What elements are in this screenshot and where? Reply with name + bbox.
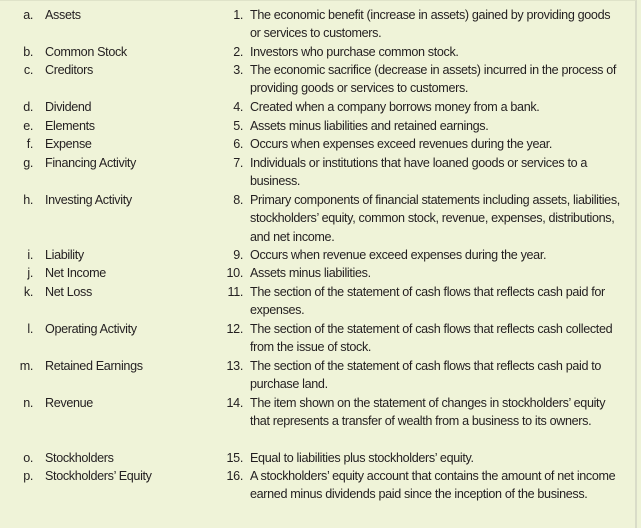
definition-number: 9. [233, 248, 243, 262]
definition-number: 15. [226, 451, 243, 465]
definition-text: Equal to liabilities plus stockholders’ equity. [250, 451, 474, 465]
term-text: Investing Activity [45, 193, 132, 207]
term-letter: b. [23, 45, 33, 59]
definition-number: 10. [226, 266, 243, 280]
term-letter: a. [23, 8, 33, 22]
definition-text: The section of the statement of cash flows that reflects cash paid for expenses. [250, 285, 605, 318]
term-letter: m. [19, 359, 33, 373]
definition-text: The section of the statement of cash flows that reflects cash collected from the issue of stock. [250, 322, 613, 355]
definition-text: The economic benefit (increase in assets) gained by providing goods or services to customers. [250, 8, 611, 41]
term-letter: p. [23, 469, 33, 483]
term-text: Assets [45, 8, 81, 22]
definition-number: 5. [233, 119, 243, 133]
term-letter: h. [23, 193, 33, 207]
definition-number: 16. [226, 469, 243, 483]
definition-text: Occurs when revenue exceed expenses during the year. [250, 248, 547, 262]
term-text: Net Loss [45, 285, 92, 299]
term-letter: e. [23, 119, 33, 133]
definition-text: Primary components of financial statements including assets, liabilities, stockholders’ equity, common stock, revenue, expenses, distributions, and net income. [250, 193, 620, 244]
definition-number: 3. [233, 63, 243, 77]
definition-text: A stockholders’ equity account that contains the amount of net income earned minus dividends paid since the inception of the business. [250, 469, 616, 502]
definition-number: 6. [233, 137, 243, 151]
term-letter: c. [23, 63, 33, 77]
definition-text: The section of the statement of cash flows that reflects cash paid to purchase land. [250, 359, 602, 392]
term-letter: n. [23, 396, 33, 410]
definition-text: The economic sacrifice (decrease in assets) incurred in the process of providing goods or services to customers. [250, 63, 617, 96]
term-text: Elements [45, 119, 95, 133]
term-letter: k. [23, 285, 33, 299]
term-letter: f. [26, 137, 33, 151]
term-letter: l. [27, 322, 33, 336]
definition-number: 4. [233, 100, 243, 114]
term-text: Dividend [45, 100, 92, 114]
definition-text: Occurs when expenses exceed revenues during the year. [250, 137, 553, 151]
definition-text: Created when a company borrows money from a bank. [250, 100, 540, 114]
definition-number: 2. [233, 45, 243, 59]
definition-text: Individuals or institutions that have loaned goods or services to a business. [250, 156, 588, 189]
term-letter: i. [27, 248, 33, 262]
term-text: Financing Activity [45, 156, 136, 170]
term-text: Operating Activity [45, 322, 137, 336]
term-text: Revenue [45, 396, 93, 410]
term-text: Stockholders’ Equity [45, 469, 152, 483]
term-text: Common Stock [45, 45, 127, 59]
definition-number: 8. [233, 193, 243, 207]
definition-number: 14. [226, 396, 243, 410]
term-text: Stockholders [45, 451, 114, 465]
definition-text: The item shown on the statement of changes in stockholders’ equity that represents a transfer of wealth from a business to its owners. [250, 396, 606, 429]
term-letter: g. [23, 156, 33, 170]
definition-number: 7. [233, 156, 243, 170]
term-text: Retained Earnings [45, 359, 143, 373]
definition-number: 13. [226, 359, 243, 373]
term-text: Creditors [45, 63, 93, 77]
term-text: Expense [45, 137, 92, 151]
definition-number: 11. [227, 285, 243, 299]
term-letter: d. [23, 100, 33, 114]
definition-number: 1. [233, 8, 243, 22]
definition-text: Assets minus liabilities and retained earnings. [250, 119, 489, 133]
definition-text: Investors who purchase common stock. [250, 45, 459, 59]
definition-number: 12. [226, 322, 243, 336]
term-text: Net Income [45, 266, 106, 280]
term-letter: j. [27, 266, 33, 280]
term-text: Liability [45, 248, 84, 262]
definition-text: Assets minus liabilities. [250, 266, 371, 280]
term-letter: o. [23, 451, 33, 465]
